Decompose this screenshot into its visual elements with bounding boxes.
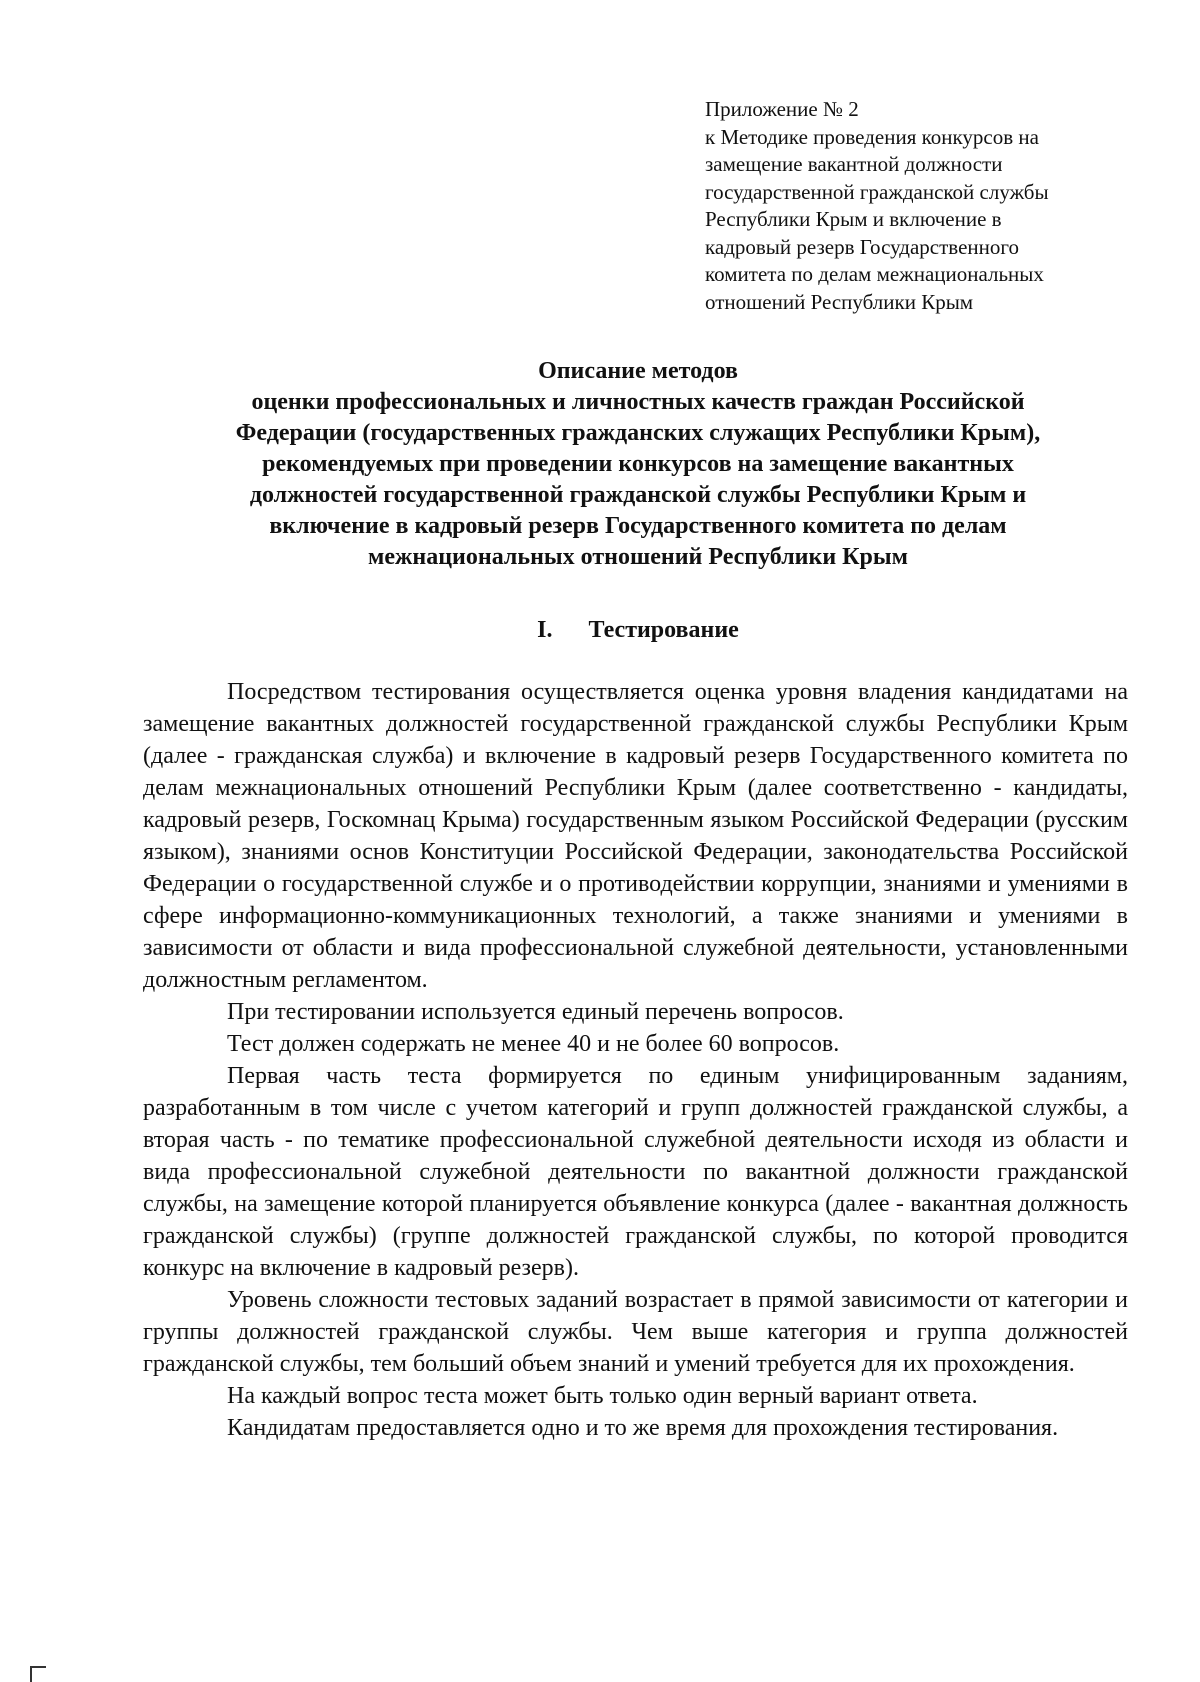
title-line: межнациональных отношений Республики Крым — [368, 544, 908, 570]
section-number: I. — [537, 617, 553, 643]
title-line: рекомендуемых при проведении конкурсов на замещение вакантных — [262, 451, 1014, 477]
title-line: включение в кадровый резерв Государственного комитета по делам — [269, 513, 1007, 539]
paragraph: Кандидатам предоставляется одно и то же время для прохождения тестирования. — [227, 1415, 1059, 1441]
appendix-line: Республики Крым и включение в — [705, 207, 1002, 231]
title-line: должностей государственной гражданской службы Республики Крым и — [249, 482, 1027, 508]
appendix-line: комитета по делам межнациональных — [705, 262, 1044, 286]
appendix-line: замещение вакантной должности — [705, 152, 1003, 176]
section-title: Тестирование — [588, 617, 739, 643]
title-line: Федерации (государственных гражданских служащих Республики Крым), — [235, 420, 1041, 446]
paragraph: При тестировании используется единый перечень вопросов. — [227, 999, 844, 1025]
appendix-line: отношений Республики Крым — [705, 289, 974, 314]
paragraph: Уровень сложности тестовых заданий возрастает в прямой зависимости от категории и группы должностей гражданской службы. Чем выше категория и группа должностей гражданской службы, тем больший объем знаний и умений требуется для их прохождения. — [143, 1287, 1128, 1377]
appendix-line: Приложение № 2 — [705, 97, 859, 121]
appendix-line: к Методике проведения конкурсов на — [705, 124, 1039, 149]
paragraph: Первая часть теста формируется по единым унифицированным заданиям, разработанным в том числе с учетом категорий и групп должностей гражданской службы, а вторая часть - по тематике профессиональной служебной деятельности исходя из области и вида профессиональной служебной деятельности по вакантной должности гражданской службы, на замещение которой планируется объявление конкурса (далее - вакантная должность гражданской службы) (группе должностей гражданской службы, по которой проводится конкурс на включение в кадровый резерв). — [143, 1063, 1128, 1281]
title-line: оценки профессиональных и личностных качеств граждан Российской — [251, 389, 1025, 415]
appendix-header — [705, 96, 1125, 316]
document-title — [148, 356, 1128, 573]
paragraph: Тест должен содержать не менее 40 и не более 60 вопросов. — [227, 1031, 840, 1057]
appendix-line: государственной гражданской службы — [705, 179, 1049, 204]
paragraph: Посредством тестирования осуществляется оценка уровня владения кандидатами на замещение вакантных должностей государственной гражданской службы Республики Крым (далее - гражданская служба) и включение в кадровый резерв Государственного комитета по делам межнациональных отношений Республики Крым (далее соответственно - кандидаты, кадровый резерв, Госкомнац Крыма) государственным языком Российской Федерации (русским языком), знаниями основ Конституции Российской Федерации, законодательства Российской Федерации о государственной службе и о противодействии коррупции, знаниями и умениями в сфере информационно-коммуникационных технологий, а также знаниями и умениями в зависимости от области и вида профессиональной служебной деятельности, установленными должностным регламентом. — [143, 679, 1128, 993]
title-line: Описание методов — [538, 358, 738, 384]
appendix-line: кадровый резерв Государственного — [705, 234, 1019, 259]
section-heading — [148, 615, 1128, 646]
body-text — [143, 676, 1128, 1444]
paragraph: На каждый вопрос теста может быть только один верный вариант ответа. — [227, 1383, 978, 1409]
